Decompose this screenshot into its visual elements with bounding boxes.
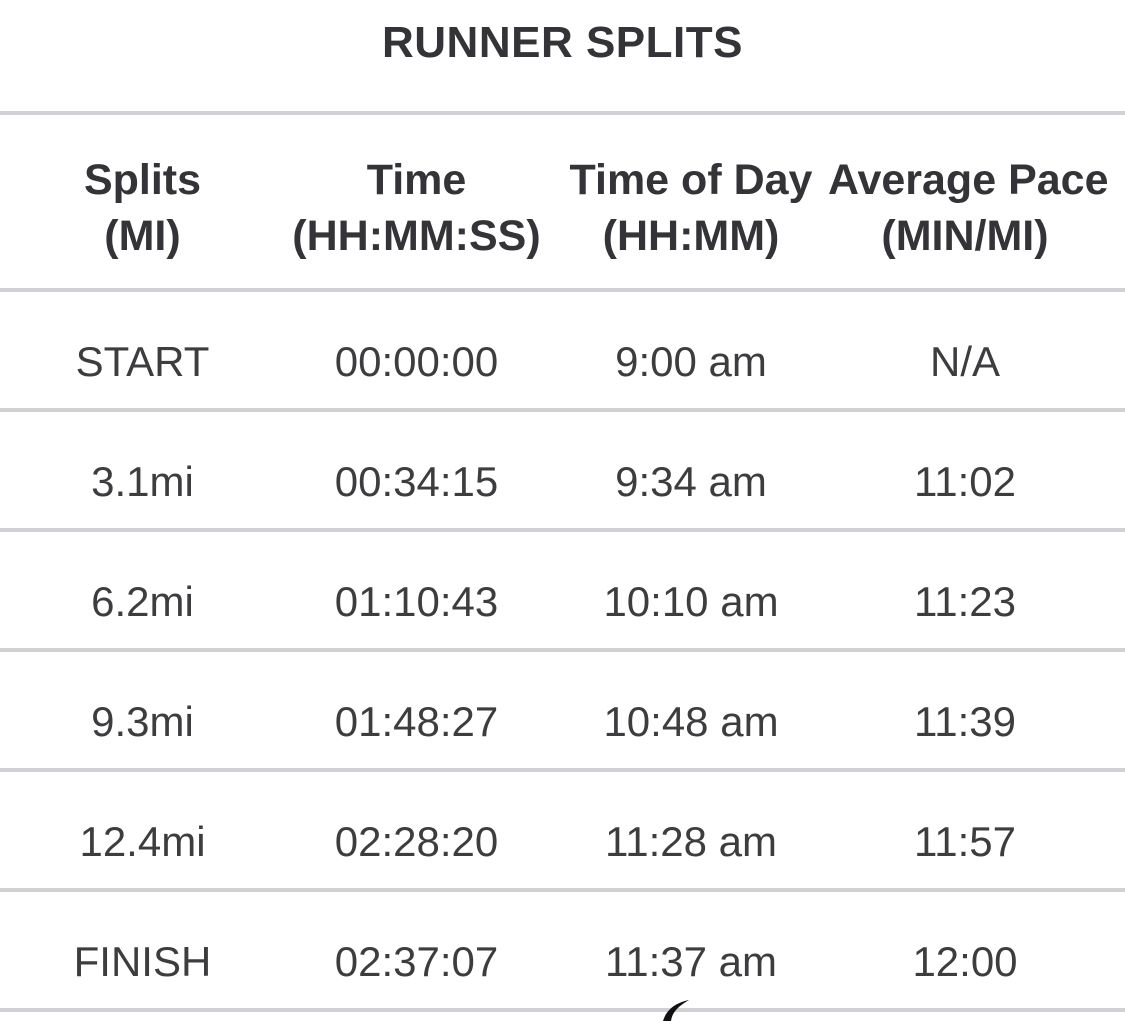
column-header-average-pace [828,139,1125,264]
column-header-average-pace-line2: (MIN/MI) [881,212,1049,260]
split-cell: START [75,338,210,385]
cutoff-stroke-icon [662,1000,692,1021]
time-cell: 01:10:43 [334,578,499,625]
time-of-day-cell: 10:10 am [603,578,779,625]
average-pace-cell: 11:39 [914,698,1016,745]
column-header-splits-line2: (MI) [104,212,181,260]
average-pace-cell: 11:23 [914,578,1016,625]
table-row [0,892,1125,1012]
split-cell: 6.2mi [91,578,194,625]
table-row [0,292,1125,412]
average-pace-cell: 12:00 [912,938,1018,985]
time-of-day-cell: 9:34 am [615,458,767,505]
time-cell: 01:48:27 [334,698,499,745]
column-header-time-line2: (HH:MM:SS) [292,212,541,260]
average-pace-cell: 11:02 [914,458,1016,505]
time-cell: 02:37:07 [334,938,499,985]
average-pace-cell: N/A [929,338,1000,385]
time-cell: 02:28:20 [334,818,499,865]
average-pace-cell: 11:57 [914,818,1016,865]
split-cell: 12.4mi [79,818,206,865]
column-header-time-line1: Time [366,156,467,204]
split-cell: 3.1mi [91,458,194,505]
page-title: RUNNER SPLITS [382,18,743,67]
title-section [0,0,1125,115]
time-of-day-cell: 11:37 am [605,938,777,985]
table-row [0,772,1125,892]
column-header-time [279,139,554,264]
time-of-day-cell: 9:00 am [615,338,767,385]
table-row [0,412,1125,532]
time-of-day-cell: 10:48 am [603,698,779,745]
column-header-average-pace-line1: Average Pace [828,156,1109,204]
column-header-time-of-day-line2: (HH:MM) [602,212,780,260]
table-row [0,532,1125,652]
column-header-time-of-day-line1: Time of Day [569,156,813,204]
column-header-splits-line1: Splits [83,156,202,204]
table-header-row [0,115,1125,292]
table-row [0,652,1125,772]
split-cell: FINISH [73,938,212,985]
column-header-splits [0,139,279,264]
time-cell: 00:34:15 [334,458,499,505]
column-header-time-of-day [554,139,828,264]
time-cell: 00:00:00 [334,338,499,385]
split-cell: 9.3mi [91,698,194,745]
time-of-day-cell: 11:28 am [605,818,777,865]
